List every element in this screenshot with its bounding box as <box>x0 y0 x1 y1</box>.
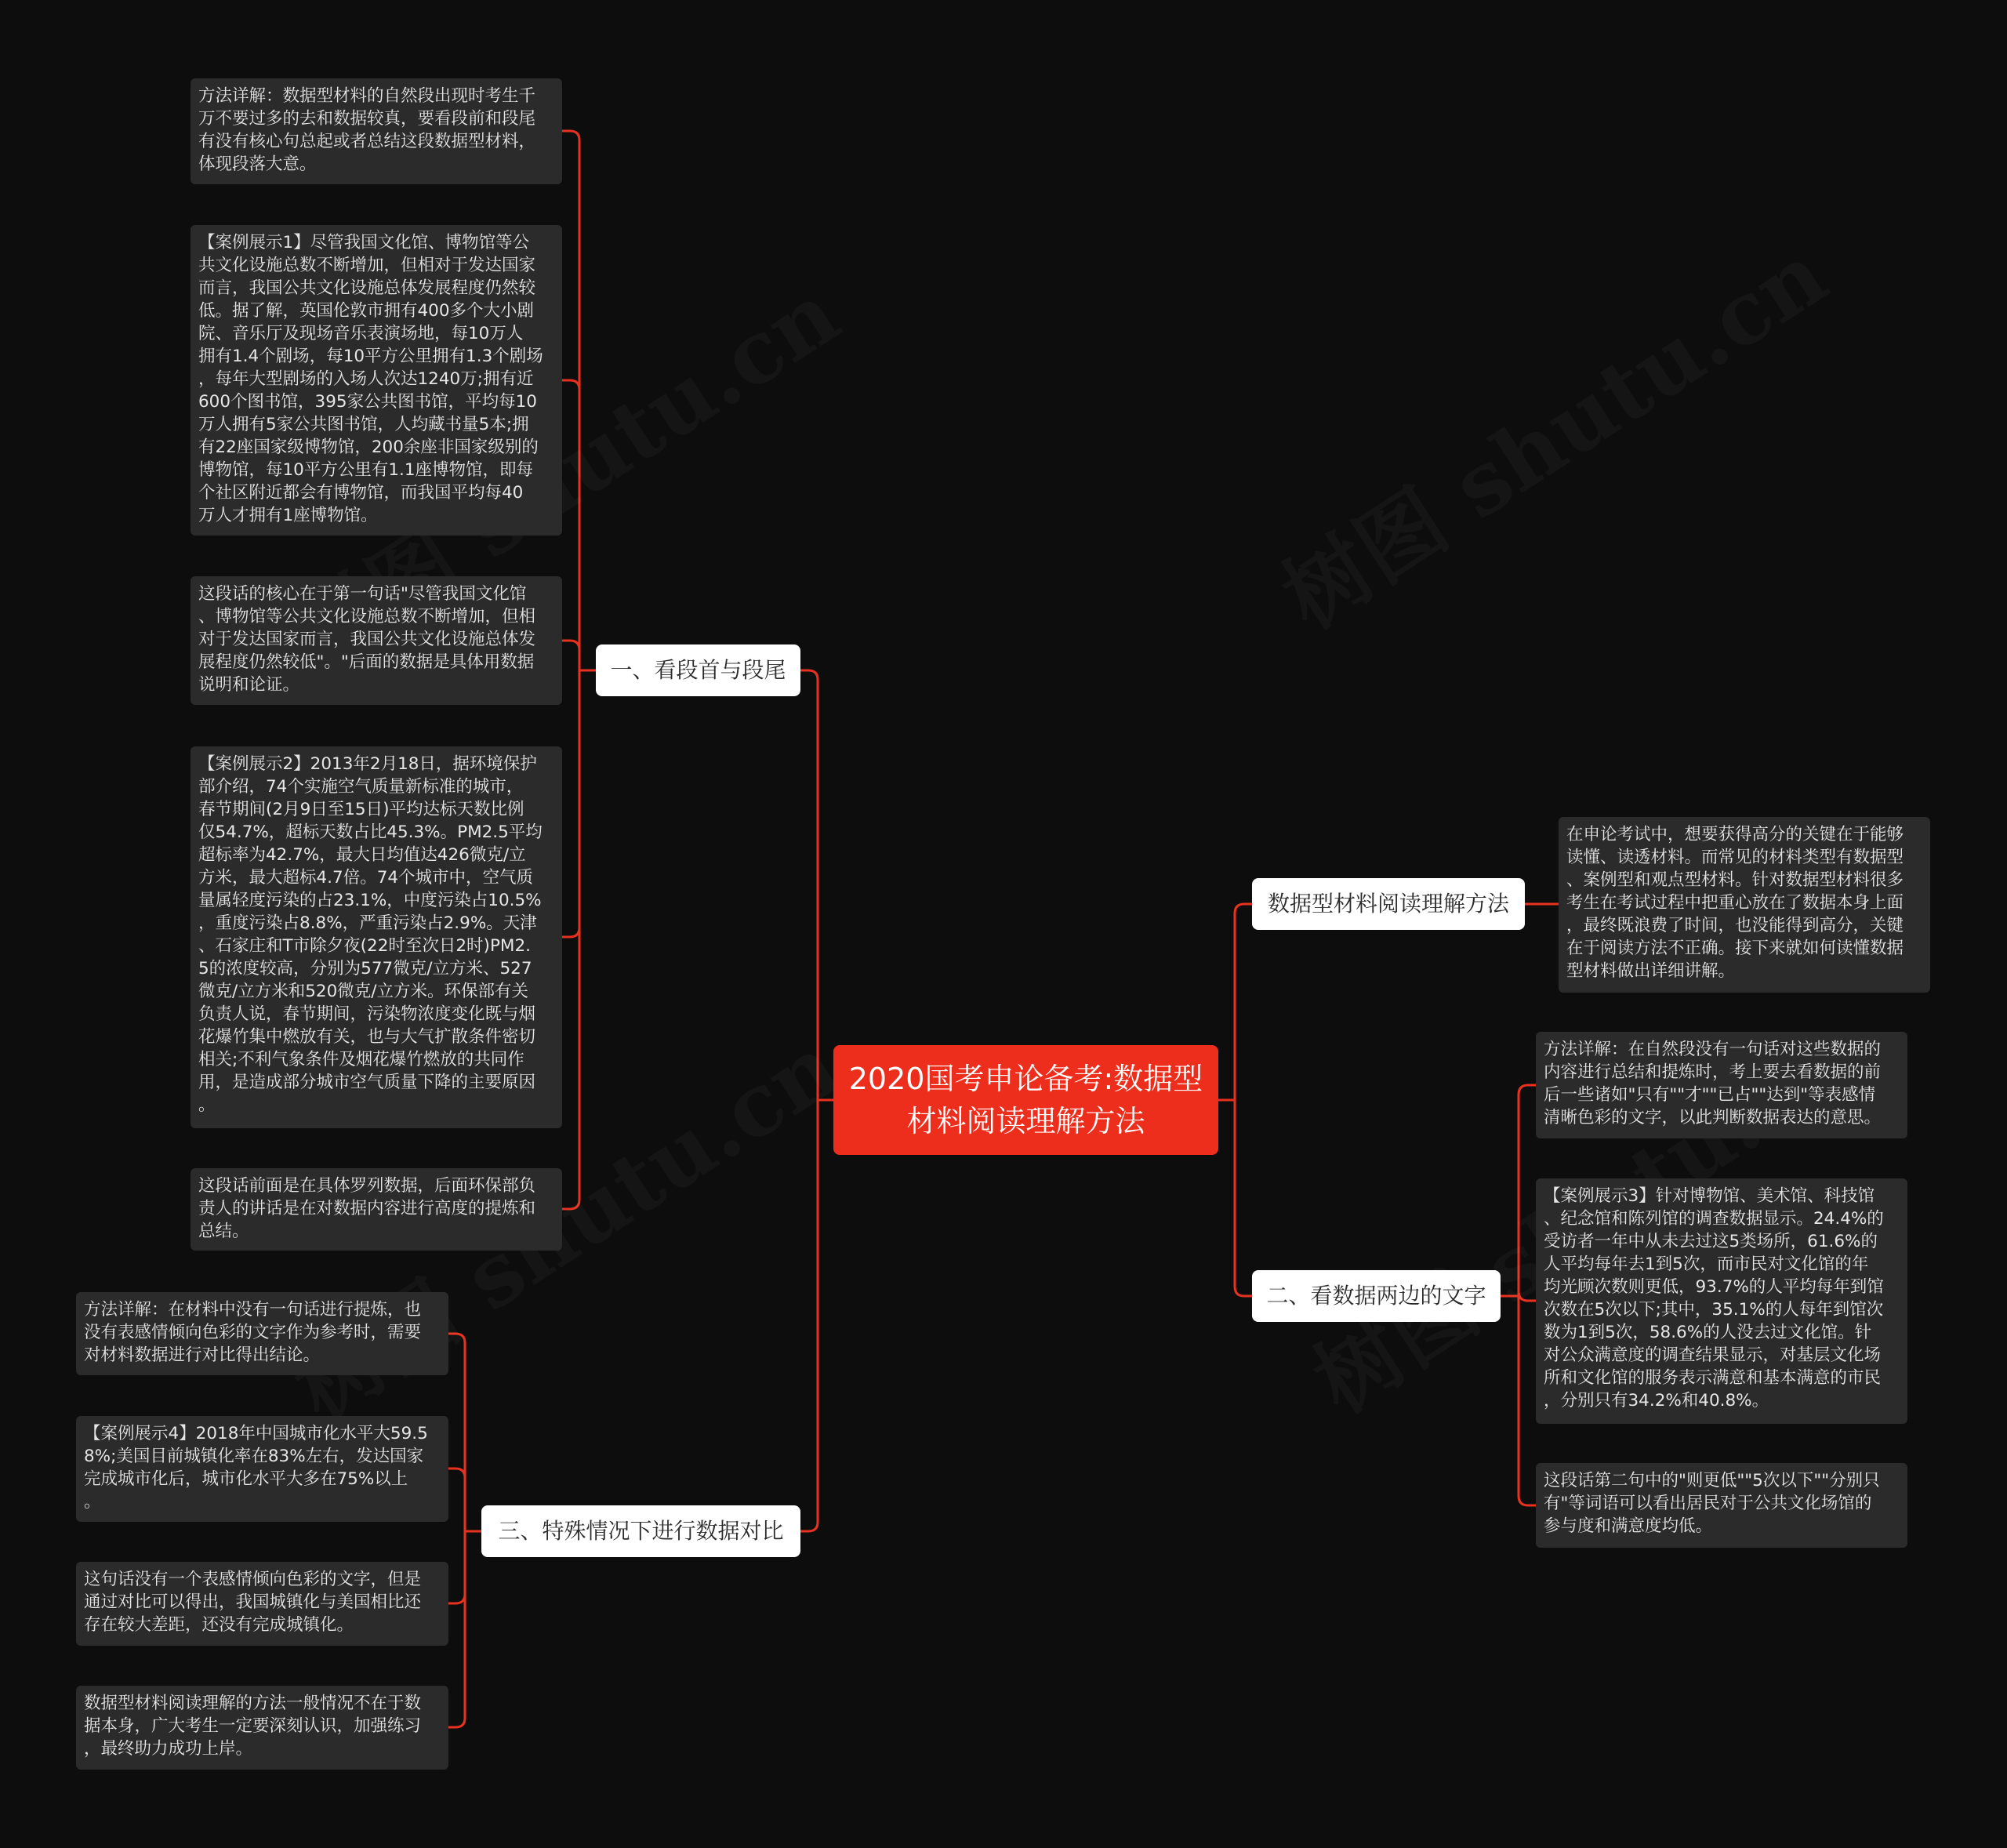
connector-root-branch1 <box>800 670 833 1100</box>
connector-root-branch3 <box>1218 904 1252 1100</box>
connector-branch2-leaf <box>448 1531 481 1727</box>
leaf-fangfa-xiangjie-1[interactable]: 方法详解：数据型材料的自然段出现时考生千 万不要过多的去和数据较真，要看段前和段尾 有没有核心句总起或者总结这段数据型材料， 体现段落大意。 <box>191 78 562 184</box>
leaf-anli-zhanshi-4[interactable]: 【案例展示4】2018年中国城市化水平大59.5 8%;美国目前城镇化率在83%左右，发达国家 完成城市化后，城市化水平大多在75%以上 。 <box>76 1416 448 1522</box>
connector-branch4-leaf <box>1501 1296 1536 1505</box>
root-topic[interactable]: 2020国考申论备考:数据型 材料阅读理解方法 <box>833 1045 1218 1155</box>
leaf-hexin-fenxi[interactable]: 这段话的核心在于第一句话"尽管我国文化馆 、博物馆等公共文化设施总数不断增加，但相 对于发达国家而言，我国公共文化设施总体发 展程度仍然较低"。"后面的数据是具体用数据 说明和论证。 <box>191 576 562 705</box>
connector-root-branch2 <box>800 1100 833 1531</box>
leaf-anli-zhanshi-2[interactable]: 【案例展示2】2013年2月18日，据环境保护 部介绍，74个实施空气质量新标准的城市， 春节期间(2月9日至15日)平均达标天数比例 仅54.7%，超标天数占比45.3%。PM2.5平均 超标率为42.7%，最大日均值达426微克/立 方米，最大超标4.7倍。74个城市中，空气质 量属轻度污染的占23.1%，中度污染占10.5% ，重度污染占8.8%，严重污染占2.9%。天津 、石家庄和T市除夕夜(22时至次日2时)PM2. 5的浓度较高，分别为577微克/立方米、527 微克/立方米和520微克/立方米。环保部有关 负责人说，春节期间，污染物浓度变化既与烟 花爆竹集中燃放有关，也与大气扩散条件密切 相关;不利气象条件及烟花爆竹燃放的共同作 用，是造成部分城市空气质量下降的主要原因 。 <box>191 746 562 1128</box>
leaf-anli-zhanshi-1[interactable]: 【案例展示1】尽管我国文化馆、博物馆等公 共文化设施总数不断增加，但相对于发达国家 而言，我国公共文化设施总体发展程度仍然较 低。据了解，英国伦敦市拥有400多个大小剧 院、音乐厅及现场音乐表演场地，每10万人 拥有1.4个剧场，每10平方公里拥有1.3个剧场 ，每年大型剧场的入场人次达1240万;拥有近 600个图书馆，395家公共图书馆，平均每10 万人拥有5家公共图书馆，人均藏书量5本;拥 有22座国家级博物馆，200余座非国家级别的 博物馆，每10平方公里有1.1座博物馆，即每 个社区附近都会有博物馆，而我国平均每40 万人才拥有1座博物馆。 <box>191 225 562 536</box>
leaf-zongjie-2[interactable]: 这段话第二句中的"则更低""5次以下""分别只 有"等词语可以看出居民对于公共文化场馆的 参与度和满意度均低。 <box>1536 1463 1907 1548</box>
leaf-anli-zhanshi-3[interactable]: 【案例展示3】针对博物馆、美术馆、科技馆 、纪念馆和陈列馆的调查数据显示。24.4%的 受访者一年中从未去过这5类场所，61.6%的 人平均每年去1到5次，而市民对文化馆的年 均光顾次数则更低，93.7%的人平均每年到馆 次数在5次以下;其中，35.1%的人每年到馆次 数为1到5次，58.6%的人没去过文化馆。针 对公众满意度的调查结果显示，对基层文化场 所和文化馆的服务表示满意和基本满意的市民 ，分别只有34.2%和40.8%。 <box>1536 1178 1907 1424</box>
connector-root-branch4 <box>1218 1100 1252 1296</box>
connector-branch1-leaf <box>562 380 596 670</box>
branch-shuju-duibi[interactable]: 三、特殊情况下进行数据对比 <box>481 1505 800 1557</box>
connector-branch4-leaf <box>1501 1085 1536 1296</box>
connector-branch1-leaf <box>562 670 596 1209</box>
leaf-zongjie-1[interactable]: 这段话前面是在具体罗列数据，后面环保部负 责人的讲话是在对数据内容进行高度的提炼和 总结。 <box>191 1168 562 1251</box>
leaf-fangfa-xiangjie-2[interactable]: 方法详解：在自然段没有一句话对这些数据的 内容进行总结和提炼时，考上要去看数据的前 后一些诸如"只有""才""已占""达到"等表感情 清晰色彩的文字，以此判断数据表达的意思。 <box>1536 1032 1907 1138</box>
leaf-fangfa-xiangjie-3[interactable]: 方法详解：在材料中没有一句话进行提炼，也 没有表感情倾向色彩的文字作为参考时，需要 对材料数据进行对比得出结论。 <box>76 1292 448 1375</box>
branch-duan-shou-duan-wei[interactable]: 一、看段首与段尾 <box>596 644 800 696</box>
connector-branch2-leaf <box>448 1469 481 1531</box>
branch-shuju-liangbian-wenzi[interactable]: 二、看数据两边的文字 <box>1252 1270 1501 1322</box>
leaf-jielun[interactable]: 数据型材料阅读理解的方法一般情况不在于数 据本身，广大考生一定要深刻认识，加强练习 ，最终助力成功上岸。 <box>76 1686 448 1770</box>
leaf-yinyan[interactable]: 在申论考试中，想要获得高分的关键在于能够 读懂、读透材料。而常见的材料类型有数据型 、案例型和观点型材料。针对数据型材料很多 考生在考试过程中把重心放在了数据本身上面 ，最终既浪费了时间，也没能得到高分，关键 在于阅读方法不正确。接下来就如何读懂数据 型材料做出详细讲解。 <box>1559 817 1930 993</box>
leaf-duibi-fenxi[interactable]: 这句话没有一个表感情倾向色彩的文字，但是 通过对比可以得出，我国城镇化与美国相比还 存在较大差距，还没有完成城镇化。 <box>76 1562 448 1646</box>
connector-branch1-leaf <box>562 641 596 670</box>
branch-yuedu-lijie-fangfa[interactable]: 数据型材料阅读理解方法 <box>1252 878 1525 930</box>
